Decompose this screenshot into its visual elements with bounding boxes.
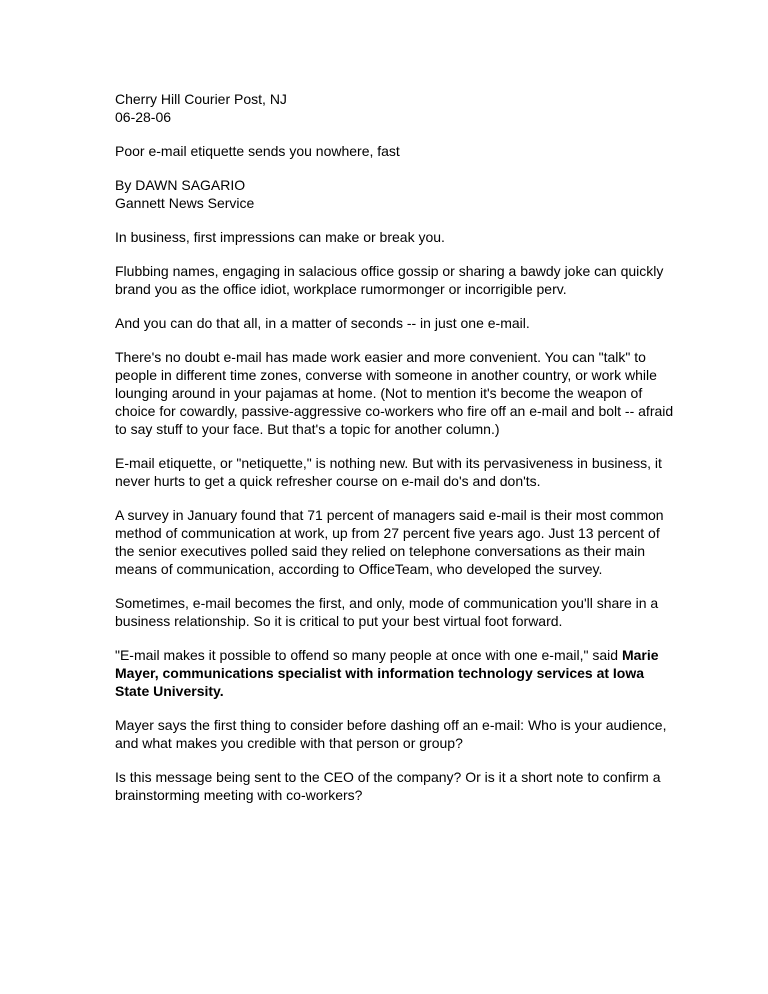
quote-paragraph bbox=[115, 646, 675, 700]
document-page bbox=[115, 90, 675, 820]
article-paragraph: Mayer says the first thing to consider before dashing off an e-mail: Who is your audience, and what makes you credible with that person or group? bbox=[115, 717, 667, 751]
headline-text: Poor e-mail etiquette sends you nowhere, fast bbox=[115, 143, 400, 159]
news-agency: Gannett News Service bbox=[115, 195, 255, 211]
publication-date: 06-28-06 bbox=[115, 109, 172, 125]
article-paragraph: Is this message being sent to the CEO of the company? Or is it a short note to confirm a brainstorming meeting with co-workers? bbox=[115, 769, 661, 803]
quote-text: "E-mail makes it possible to offend so many people at once with one e-mail," said bbox=[115, 647, 622, 663]
article-paragraph: Flubbing names, engaging in salacious office gossip or sharing a bawdy joke can quickly brand you as the office idiot, workplace rumormonger or incorrigible perv. bbox=[115, 263, 664, 297]
article-paragraph: And you can do that all, in a matter of seconds -- in just one e-mail. bbox=[115, 315, 530, 331]
article-paragraph: There's no doubt e-mail has made work easier and more convenient. You can "talk" to people in different time zones, converse with someone in another country, or work while lounging around in your pajamas at home. (Not to mention it's become the weapon of choice for cowardly, passive-aggressive co-workers who fire off an e-mail and bolt -- afraid to say stuff to your face. But that's a topic for another column.) bbox=[115, 349, 674, 437]
article-paragraph: E-mail etiquette, or "netiquette," is nothing new. But with its pervasiveness in business, it never hurts to get a quick refresher course on e-mail do's and don'ts. bbox=[115, 455, 662, 489]
article-paragraph: A survey in January found that 71 percent of managers said e-mail is their most common method of communication at work, up from 27 percent five years ago. Just 13 percent of the senior executives polled said they relied on telephone conversations as their main means of communication, according to OfficeTeam, who developed the survey. bbox=[115, 507, 664, 577]
article-paragraph: In business, first impressions can make or break you. bbox=[115, 229, 445, 245]
headline bbox=[115, 142, 675, 160]
byline-block bbox=[115, 176, 675, 212]
source-block bbox=[115, 90, 675, 126]
publication-name: Cherry Hill Courier Post, NJ bbox=[115, 91, 287, 107]
quote-attribution: Marie Mayer, communications specialist with information technology services at Iowa State University. bbox=[115, 647, 659, 699]
article-paragraph: Sometimes, e-mail becomes the first, and only, mode of communication you'll share in a business relationship. So it is critical to put your best virtual foot forward. bbox=[115, 595, 659, 629]
byline: By DAWN SAGARIO bbox=[115, 177, 246, 193]
